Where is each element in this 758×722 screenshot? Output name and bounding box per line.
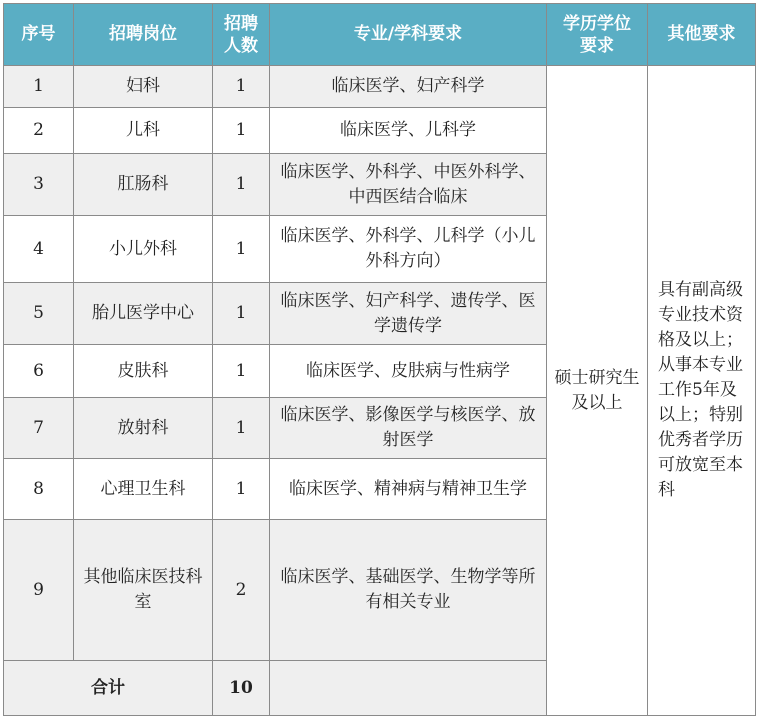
row-major: 临床医学、基础医学、生物学等所有相关专业 — [270, 520, 547, 661]
table-row — [4, 66, 756, 108]
row-position: 皮肤科 — [74, 345, 213, 398]
row-no: 3 — [4, 154, 74, 216]
row-no: 5 — [4, 283, 74, 345]
header-count: 招聘 人数 — [213, 4, 270, 66]
header-other: 其他要求 — [648, 4, 756, 66]
row-major: 临床医学、外科学、中医外科学、中西医结合临床 — [270, 154, 547, 216]
row-position: 儿科 — [74, 108, 213, 154]
total-major-empty — [270, 661, 547, 716]
row-major: 临床医学、精神病与精神卫生学 — [270, 459, 547, 520]
row-no: 4 — [4, 216, 74, 283]
row-position: 胎儿医学中心 — [74, 283, 213, 345]
row-position: 其他临床医技科室 — [74, 520, 213, 661]
row-count: 1 — [213, 459, 270, 520]
recruitment-table-wrapper — [3, 3, 756, 716]
other-requirement: 具有副高级专业技术资格及以上；从事本专业工作5年及以上；特别优秀者学历可放宽至本科 — [648, 66, 756, 716]
total-label: 合计 — [4, 661, 213, 716]
header-no: 序号 — [4, 4, 74, 66]
row-no: 9 — [4, 520, 74, 661]
recruitment-table — [3, 3, 756, 716]
row-count: 1 — [213, 66, 270, 108]
row-count: 1 — [213, 216, 270, 283]
row-no: 6 — [4, 345, 74, 398]
row-count: 1 — [213, 108, 270, 154]
row-position: 妇科 — [74, 66, 213, 108]
row-major: 临床医学、儿科学 — [270, 108, 547, 154]
header-education: 学历学位 要求 — [547, 4, 648, 66]
row-major: 临床医学、妇产科学 — [270, 66, 547, 108]
row-no: 2 — [4, 108, 74, 154]
row-position: 肛肠科 — [74, 154, 213, 216]
row-no: 1 — [4, 66, 74, 108]
row-count: 1 — [213, 398, 270, 459]
header-position: 招聘岗位 — [74, 4, 213, 66]
row-count: 1 — [213, 154, 270, 216]
header-major: 专业/学科要求 — [270, 4, 547, 66]
header-row — [4, 4, 756, 66]
row-no: 7 — [4, 398, 74, 459]
row-count: 1 — [213, 283, 270, 345]
row-major: 临床医学、妇产科学、遗传学、医学遗传学 — [270, 283, 547, 345]
row-major: 临床医学、皮肤病与性病学 — [270, 345, 547, 398]
education-requirement: 硕士研究生及以上 — [547, 66, 648, 716]
row-major: 临床医学、外科学、儿科学（小儿外科方向） — [270, 216, 547, 283]
row-count: 2 — [213, 520, 270, 661]
row-count: 1 — [213, 345, 270, 398]
total-count: 10 — [213, 661, 270, 716]
row-no: 8 — [4, 459, 74, 520]
row-position: 心理卫生科 — [74, 459, 213, 520]
row-position: 放射科 — [74, 398, 213, 459]
row-major: 临床医学、影像医学与核医学、放射医学 — [270, 398, 547, 459]
row-position: 小儿外科 — [74, 216, 213, 283]
